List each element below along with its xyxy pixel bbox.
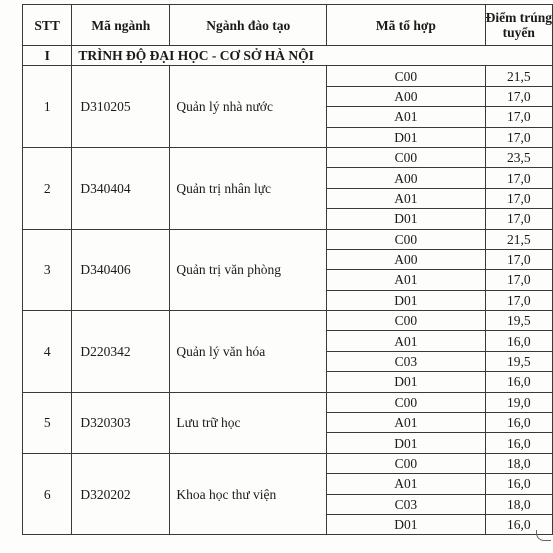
score-value: 17,0	[485, 107, 552, 127]
program-stt: 1	[23, 66, 72, 148]
program-code: D340404	[72, 147, 170, 229]
combo-code: C00	[327, 147, 485, 167]
combo-code: D01	[327, 127, 485, 147]
combo-code: D01	[327, 514, 485, 534]
combo-code: C03	[327, 351, 485, 371]
program-name: Quản trị nhân lực	[170, 147, 327, 229]
score-value: 19,5	[485, 311, 552, 331]
score-value: 17,0	[485, 290, 552, 310]
program-name: Quản lý văn hóa	[170, 311, 327, 393]
combo-code: C03	[327, 494, 485, 514]
table-row	[23, 66, 553, 86]
table-row	[23, 392, 553, 412]
score-value: 17,0	[485, 209, 552, 229]
program-name: Khoa học thư viện	[170, 453, 327, 535]
score-value: 17,0	[485, 168, 552, 188]
score-value: 16,0	[485, 372, 552, 392]
combo-code: D01	[327, 290, 485, 310]
score-value: 17,0	[485, 270, 552, 290]
program-code: D320303	[72, 392, 170, 453]
program-stt: 6	[23, 453, 72, 535]
program-stt: 3	[23, 229, 72, 311]
score-value: 16,0	[485, 433, 552, 453]
header-ma-nganh: Mã ngành	[72, 5, 170, 46]
program-code: D220342	[72, 311, 170, 393]
table-row	[23, 311, 553, 331]
admission-scores-table	[22, 4, 553, 535]
section-title: TRÌNH ĐỘ ĐẠI HỌC - CƠ SỞ HÀ NỘI	[72, 46, 553, 66]
score-value: 16,0	[485, 514, 552, 534]
score-value: 17,0	[485, 86, 552, 106]
combo-code: C00	[327, 392, 485, 412]
table-row	[23, 229, 553, 249]
score-value: 21,5	[485, 66, 552, 86]
combo-code: C00	[327, 66, 485, 86]
program-stt: 4	[23, 311, 72, 393]
program-name: Lưu trữ học	[170, 392, 327, 453]
table-row	[23, 453, 553, 473]
header-diem-trung-tuyen	[485, 5, 552, 46]
combo-code: A01	[327, 188, 485, 208]
program-name: Quản lý nhà nước	[170, 66, 327, 148]
combo-code: C00	[327, 453, 485, 473]
section-row	[23, 46, 553, 66]
combo-code: A01	[327, 107, 485, 127]
program-code: D310205	[72, 66, 170, 148]
combo-code: A01	[327, 270, 485, 290]
combo-code: C00	[327, 311, 485, 331]
score-value: 16,0	[485, 474, 552, 494]
combo-code: D01	[327, 372, 485, 392]
header-stt: STT	[23, 5, 72, 46]
score-value: 17,0	[485, 188, 552, 208]
combo-code: A00	[327, 249, 485, 269]
combo-code: C00	[327, 229, 485, 249]
combo-code: A01	[327, 331, 485, 351]
score-value: 16,0	[485, 413, 552, 433]
header-row	[23, 5, 553, 46]
score-value: 18,0	[485, 494, 552, 514]
header-ma-to-hop: Mã tổ hợp	[327, 5, 485, 46]
score-value: 18,0	[485, 453, 552, 473]
score-value: 19,0	[485, 392, 552, 412]
combo-code: A00	[327, 168, 485, 188]
combo-code: D01	[327, 209, 485, 229]
score-value: 23,5	[485, 147, 552, 167]
pen-mark	[536, 530, 551, 541]
program-code: D320202	[72, 453, 170, 535]
score-value: 16,0	[485, 331, 552, 351]
score-value: 17,0	[485, 249, 552, 269]
score-value: 19,5	[485, 351, 552, 371]
combo-code: A01	[327, 474, 485, 494]
program-code: D340406	[72, 229, 170, 311]
combo-code: A00	[327, 86, 485, 106]
combo-code: A01	[327, 413, 485, 433]
program-stt: 2	[23, 147, 72, 229]
header-diem-line2: tuyển	[502, 25, 535, 40]
score-value: 17,0	[485, 127, 552, 147]
program-name: Quản trị văn phòng	[170, 229, 327, 311]
header-nganh-dao-tao: Ngành đào tạo	[170, 5, 327, 46]
section-number: I	[23, 46, 72, 66]
header-diem-line1: Điểm trúng	[485, 10, 552, 25]
program-stt: 5	[23, 392, 72, 453]
combo-code: D01	[327, 433, 485, 453]
table-row	[23, 147, 553, 167]
score-value: 21,5	[485, 229, 552, 249]
